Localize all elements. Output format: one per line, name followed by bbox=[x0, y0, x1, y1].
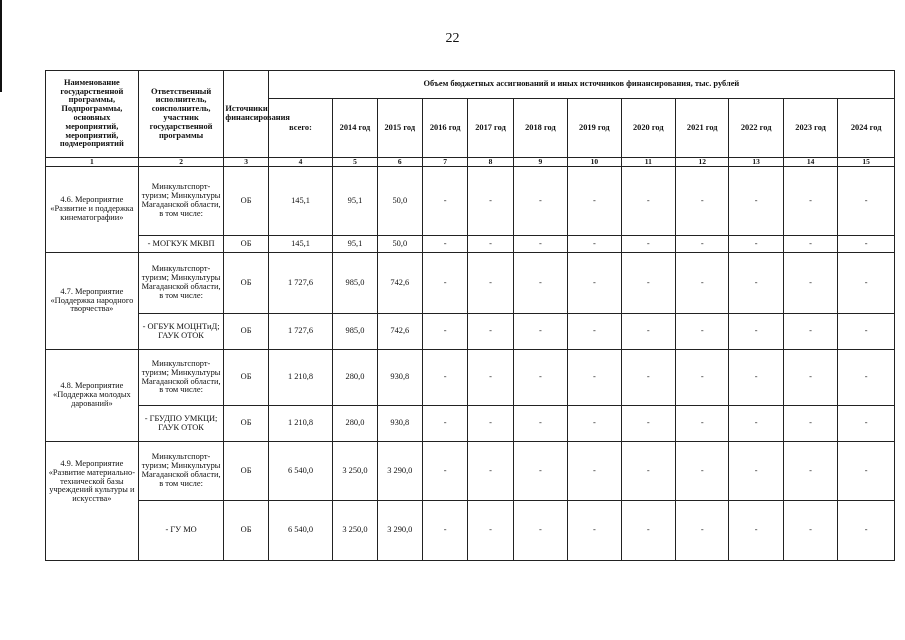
event-name-cell: 4.7. Мероприятие «Поддержка народного творчества» bbox=[46, 253, 139, 350]
column-index-cell: 14 bbox=[783, 158, 837, 167]
empty-value-cell: - bbox=[468, 236, 513, 253]
header-year-cell: 2015 год bbox=[377, 99, 422, 158]
empty-value-cell: - bbox=[838, 406, 895, 442]
empty-value-cell: - bbox=[468, 314, 513, 350]
empty-value-cell: - bbox=[422, 236, 467, 253]
year-value-cell: 985,0 bbox=[333, 314, 377, 350]
header-source-cell: Источники финансирования bbox=[224, 71, 268, 158]
empty-value-cell: - bbox=[568, 253, 621, 314]
year-value-cell: 930,8 bbox=[377, 406, 422, 442]
header-responsible-cell: Ответственный исполнитель, соисполнитель, участник государственной программы bbox=[138, 71, 224, 158]
source-cell: ОБ bbox=[224, 167, 268, 236]
empty-value-cell: - bbox=[513, 501, 567, 561]
empty-value-cell: - bbox=[621, 253, 675, 314]
responsible-cell: - ГУ МО bbox=[138, 501, 224, 561]
year-value-cell: 985,0 bbox=[333, 253, 377, 314]
source-cell: ОБ bbox=[224, 501, 268, 561]
total-cell: 6 540,0 bbox=[268, 442, 333, 501]
year-value-cell: 50,0 bbox=[377, 236, 422, 253]
source-cell: ОБ bbox=[224, 442, 268, 501]
responsible-cell: - ГБУДПО УМКЦИ; ГАУК ОТОК bbox=[138, 406, 224, 442]
table-row bbox=[46, 406, 895, 442]
empty-value-cell: - bbox=[513, 350, 567, 406]
empty-value-cell: - bbox=[729, 406, 783, 442]
year-value-cell: 50,0 bbox=[377, 167, 422, 236]
empty-value-cell: - bbox=[422, 167, 467, 236]
header-year-cell: 2023 год bbox=[783, 99, 837, 158]
empty-value-cell: - bbox=[729, 167, 783, 236]
source-cell: ОБ bbox=[224, 314, 268, 350]
empty-value-cell: - bbox=[468, 406, 513, 442]
empty-value-cell: - bbox=[676, 236, 729, 253]
page-number: 22 bbox=[445, 31, 460, 46]
column-index-cell: 12 bbox=[676, 158, 729, 167]
empty-value-cell: - bbox=[729, 236, 783, 253]
empty-value-cell: - bbox=[676, 442, 729, 501]
event-name-cell: 4.8. Мероприятие «Поддержка молодых дарований» bbox=[46, 350, 139, 442]
header-year-cell: 2024 год bbox=[838, 99, 895, 158]
empty-value-cell: - bbox=[783, 350, 837, 406]
table-header bbox=[46, 71, 895, 167]
table-row bbox=[46, 350, 895, 406]
total-cell: 1 210,8 bbox=[268, 406, 333, 442]
column-index-cell: 5 bbox=[333, 158, 377, 167]
responsible-cell: - МОГКУК МКВП bbox=[138, 236, 224, 253]
table-row bbox=[46, 236, 895, 253]
empty-value-cell: - bbox=[783, 442, 837, 501]
empty-value-cell: - bbox=[422, 314, 467, 350]
empty-value-cell: - bbox=[568, 501, 621, 561]
empty-value-cell: - bbox=[468, 253, 513, 314]
total-cell: 145,1 bbox=[268, 236, 333, 253]
year-value-cell: 742,6 bbox=[377, 314, 422, 350]
source-cell: ОБ bbox=[224, 350, 268, 406]
column-index-cell: 6 bbox=[377, 158, 422, 167]
responsible-cell: Минкультспорт-туризм; Минкультуры Магаданской области, в том числе: bbox=[138, 442, 224, 501]
column-index-cell: 15 bbox=[838, 158, 895, 167]
empty-value-cell: - bbox=[729, 501, 783, 561]
empty-value-cell: - bbox=[838, 253, 895, 314]
column-index-cell: 3 bbox=[224, 158, 268, 167]
empty-value-cell: - bbox=[621, 167, 675, 236]
column-index-cell: 2 bbox=[138, 158, 224, 167]
total-cell: 1 210,8 bbox=[268, 350, 333, 406]
empty-value-cell: - bbox=[568, 236, 621, 253]
empty-value-cell: - bbox=[422, 501, 467, 561]
budget-table bbox=[45, 70, 895, 561]
empty-value-cell: - bbox=[838, 350, 895, 406]
empty-value-cell: - bbox=[513, 442, 567, 501]
empty-value-cell: - bbox=[422, 253, 467, 314]
responsible-cell: - ОГБУК МОЦНТиД; ГАУК ОТОК bbox=[138, 314, 224, 350]
source-cell: ОБ bbox=[224, 253, 268, 314]
responsible-cell: Минкультспорт-туризм; Минкультуры Магаданской области, в том числе: bbox=[138, 350, 224, 406]
header-year-cell: 2018 год bbox=[513, 99, 567, 158]
year-value-cell: 95,1 bbox=[333, 167, 377, 236]
empty-value-cell: - bbox=[621, 501, 675, 561]
header-volume-cell: Объем бюджетных ассигнований и иных источников финансирования, тыс. рублей bbox=[268, 71, 894, 99]
empty-value-cell: - bbox=[621, 406, 675, 442]
year-value-cell: 95,1 bbox=[333, 236, 377, 253]
total-cell: 6 540,0 bbox=[268, 501, 333, 561]
empty-value-cell: - bbox=[838, 442, 895, 501]
empty-value-cell: - bbox=[676, 314, 729, 350]
empty-value-cell: - bbox=[783, 253, 837, 314]
source-cell: ОБ bbox=[224, 406, 268, 442]
empty-value-cell: - bbox=[783, 236, 837, 253]
responsible-cell: Минкультспорт-туризм; Минкультуры Магаданской области, в том числе: bbox=[138, 167, 224, 236]
column-index-cell: 10 bbox=[568, 158, 621, 167]
empty-value-cell: - bbox=[729, 350, 783, 406]
column-index-cell: 9 bbox=[513, 158, 567, 167]
table-row bbox=[46, 253, 895, 314]
year-value-cell: 3 290,0 bbox=[377, 501, 422, 561]
empty-value-cell: - bbox=[468, 167, 513, 236]
header-year-cell: 2021 год bbox=[676, 99, 729, 158]
year-value-cell: 280,0 bbox=[333, 350, 377, 406]
empty-value-cell: - bbox=[621, 350, 675, 406]
empty-value-cell: - bbox=[568, 314, 621, 350]
empty-value-cell: - bbox=[513, 314, 567, 350]
empty-value-cell: - bbox=[676, 167, 729, 236]
empty-value-cell: - bbox=[422, 406, 467, 442]
empty-value-cell: - bbox=[422, 442, 467, 501]
empty-value-cell: - bbox=[729, 314, 783, 350]
column-index-cell: 7 bbox=[422, 158, 467, 167]
header-year-cell: 2022 год bbox=[729, 99, 783, 158]
header-year-cell: 2014 год bbox=[333, 99, 377, 158]
responsible-cell: Минкультспорт-туризм; Минкультуры Магаданской области, в том числе: bbox=[138, 253, 224, 314]
header-year-cell: 2019 год bbox=[568, 99, 621, 158]
empty-value-cell: - bbox=[568, 350, 621, 406]
table-row bbox=[46, 501, 895, 561]
total-cell: 145,1 bbox=[268, 167, 333, 236]
empty-value-cell: - bbox=[676, 253, 729, 314]
source-cell: ОБ bbox=[224, 236, 268, 253]
empty-value-cell: - bbox=[468, 501, 513, 561]
empty-value-cell: - bbox=[621, 442, 675, 501]
year-value-cell: 3 290,0 bbox=[377, 442, 422, 501]
table-body bbox=[46, 167, 895, 561]
empty-value-cell: - bbox=[838, 167, 895, 236]
empty-value-cell: - bbox=[838, 501, 895, 561]
empty-value-cell: - bbox=[468, 442, 513, 501]
year-value-cell: 3 250,0 bbox=[333, 501, 377, 561]
total-cell: 1 727,6 bbox=[268, 314, 333, 350]
column-index-cell: 4 bbox=[268, 158, 333, 167]
header-total-cell: всего: bbox=[268, 99, 333, 158]
header-name-cell: Наименование государственной программы, Подпрограммы, основных мероприятий, мероприятий, подмероприятий bbox=[46, 71, 139, 158]
event-name-cell: 4.9. Мероприятие «Развитие материально-технической базы учреждений культуры и искусства» bbox=[46, 442, 139, 561]
empty-value-cell: - bbox=[783, 167, 837, 236]
event-name-cell: 4.6. Мероприятие «Развитие и поддержка кинематографии» bbox=[46, 167, 139, 253]
empty-value-cell: - bbox=[513, 167, 567, 236]
empty-value-cell: - bbox=[513, 406, 567, 442]
empty-value-cell: - bbox=[568, 167, 621, 236]
table-row bbox=[46, 314, 895, 350]
empty-value-cell: - bbox=[468, 350, 513, 406]
column-index-cell: 13 bbox=[729, 158, 783, 167]
empty-value-cell: - bbox=[676, 501, 729, 561]
empty-value-cell: - bbox=[676, 406, 729, 442]
empty-value-cell: - bbox=[422, 350, 467, 406]
year-value-cell: 742,6 bbox=[377, 253, 422, 314]
empty-value-cell: - bbox=[729, 442, 783, 501]
empty-value-cell: - bbox=[513, 236, 567, 253]
empty-value-cell: - bbox=[783, 406, 837, 442]
empty-value-cell: - bbox=[513, 253, 567, 314]
empty-value-cell: - bbox=[621, 314, 675, 350]
empty-value-cell: - bbox=[783, 501, 837, 561]
empty-value-cell: - bbox=[621, 236, 675, 253]
header-year-cell: 2017 год bbox=[468, 99, 513, 158]
column-index-cell: 1 bbox=[46, 158, 139, 167]
empty-value-cell: - bbox=[729, 253, 783, 314]
table-row bbox=[46, 167, 895, 236]
column-index-cell: 11 bbox=[621, 158, 675, 167]
empty-value-cell: - bbox=[676, 350, 729, 406]
year-value-cell: 930,8 bbox=[377, 350, 422, 406]
column-index-row bbox=[46, 158, 895, 167]
empty-value-cell: - bbox=[838, 314, 895, 350]
empty-value-cell: - bbox=[568, 442, 621, 501]
header-year-cell: 2016 год bbox=[422, 99, 467, 158]
total-cell: 1 727,6 bbox=[268, 253, 333, 314]
year-value-cell: 3 250,0 bbox=[333, 442, 377, 501]
empty-value-cell: - bbox=[568, 406, 621, 442]
column-index-cell: 8 bbox=[468, 158, 513, 167]
table-row bbox=[46, 442, 895, 501]
empty-value-cell: - bbox=[838, 236, 895, 253]
empty-value-cell: - bbox=[783, 314, 837, 350]
header-year-cell: 2020 год bbox=[621, 99, 675, 158]
year-value-cell: 280,0 bbox=[333, 406, 377, 442]
